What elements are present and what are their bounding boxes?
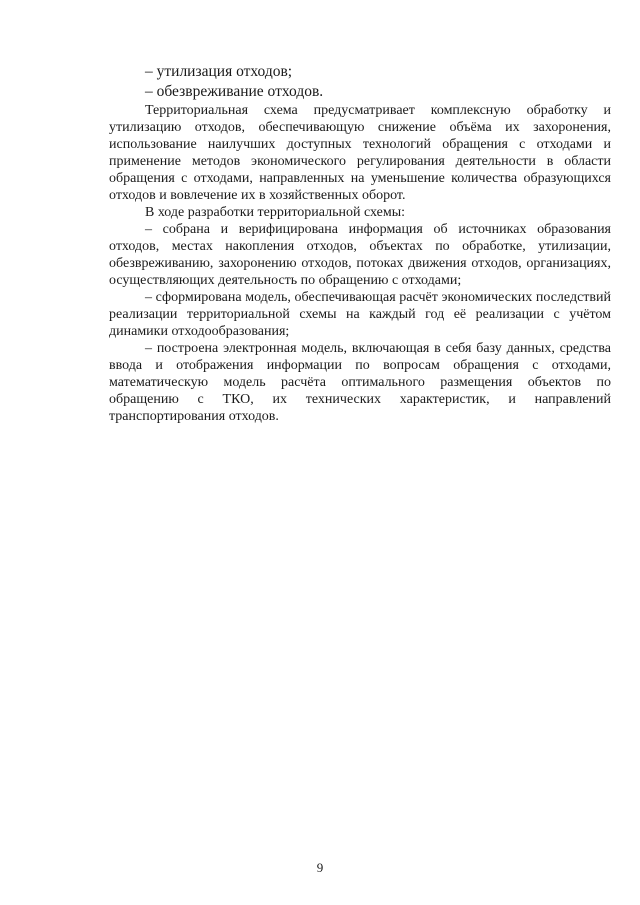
bullet-item: – утилизация отходов; xyxy=(145,63,293,80)
bullet-paragraph: – построена электронная модель, включающая в себя базу данных, средства ввода и отображения информации по вопросам обращения с отходами, математическую модель расчёта оптимального размещения объектов по обращению с ТКО, их технических характеристик, и направлений транспортирования отходов. xyxy=(109,341,611,424)
bullet-paragraph: – собрана и верифицирована информация об источниках образования отходов, местах накопления отходов, объектах по обработке, утилизации, обезвреживанию, захоронению отходов, потоках движения отходов, организациях, осуществляющих деятельность по обращению с отходами; xyxy=(109,222,611,288)
paragraph: Территориальная схема предусматривает комплексную обработку и утилизацию отходов, обеспечивающую снижение объёма их захоронения, использование наилучших доступных технологий обращения с отходами и применение методов экономического регулирования деятельности в области обращения с отходами, направленных на уменьшение количества образующихся отходов и вовлечение их в хозяйственных оборот. xyxy=(109,103,611,203)
paragraph: В ходе разработки территориальной схемы: xyxy=(145,205,406,220)
body-text xyxy=(109,62,611,425)
bullet-item: – обезвреживание отходов. xyxy=(145,83,324,100)
bullet-paragraph: – сформирована модель, обеспечивающая расчёт экономических последствий реализации территориальной схемы на каждый год её реализации с учётом динамики отходообразования; xyxy=(109,290,611,339)
page-number: 9 xyxy=(316,860,324,875)
